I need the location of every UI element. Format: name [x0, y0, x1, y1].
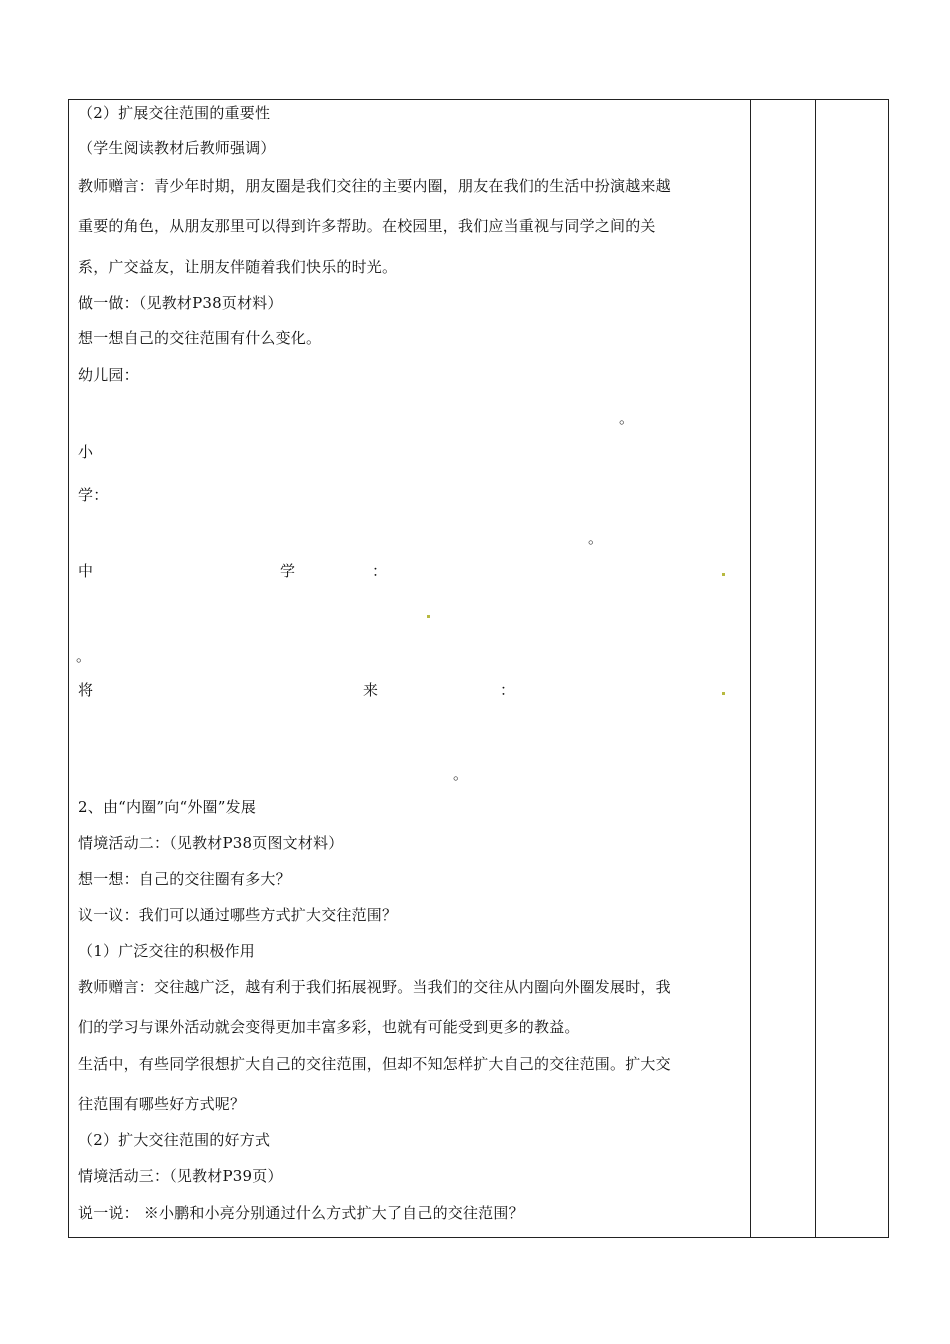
text-line: 议一议：我们可以通过哪些方式扩大交往范围？ [78, 906, 398, 924]
dot-marker [427, 615, 430, 618]
text-line: 小 [78, 443, 94, 461]
text-fragment: 将 [78, 681, 94, 699]
text-line: （1）广泛交往的积极作用 [78, 942, 255, 960]
text-line: 情境活动三：（见教材P39页） [78, 1167, 283, 1185]
text-line: 情境活动二：（见教材P38页图文材料） [78, 834, 344, 852]
text-line: 生活中，有些同学很想扩大自己的交往范围，但却不知怎样扩大自己的交往范围。扩大交 [78, 1055, 671, 1073]
text-line: 教师赠言：交往越广泛，越有利于我们拓展视野。当我们的交往从内圈向外圈发展时，我 [78, 978, 671, 996]
text-line: 重要的角色，从朋友那里可以得到许多帮助。在校园里，我们应当重视与同学之间的关 [78, 217, 656, 235]
dot-marker [722, 692, 725, 695]
text-line: 想一想自己的交往范围有什么变化。 [78, 329, 322, 347]
text-line: 2、由“内圈”向“外圈”发展 [78, 798, 257, 816]
text-line: 们的学习与课外活动就会变得更加丰富多彩，也就有可能受到更多的教益。 [78, 1018, 580, 1036]
text-line: 往范围有哪些好方式呢？ [78, 1095, 246, 1113]
period-mark: 。 [453, 765, 469, 783]
dot-marker [722, 573, 725, 576]
text-fragment: ： [500, 681, 516, 699]
text-line: 教师赠言：青少年时期，朋友圈是我们交往的主要内圈，朋友在我们的生活中扮演越来越 [78, 177, 671, 195]
text-line: （学生阅读教材后教师强调） [78, 139, 276, 157]
period-mark: 。 [76, 647, 92, 665]
text-fragment: 中 [78, 562, 94, 580]
text-fragment: ： [372, 562, 388, 580]
text-line: 想一想：自己的交往圈有多大？ [78, 870, 291, 888]
column-divider-2 [815, 100, 816, 1237]
text-line: 系，广交益友，让朋友伴随着我们快乐的时光。 [78, 258, 398, 276]
text-line: 说一说： ※小鹏和小亮分别通过什么方式扩大了自己的交往范围？ [78, 1204, 524, 1222]
text-fragment: 学 [280, 562, 296, 580]
text-fragment: 来 [363, 681, 379, 699]
text-line: （2）扩大交往范围的好方式 [78, 1131, 271, 1149]
text-line: 幼儿园： [78, 366, 139, 384]
text-line: （2）扩展交往范围的重要性 [78, 104, 271, 122]
text-line: 学： [78, 486, 109, 504]
period-mark: 。 [588, 529, 604, 547]
text-line: 做一做：（见教材P38页材料） [78, 294, 283, 312]
column-divider-1 [750, 100, 751, 1237]
period-mark: 。 [619, 409, 635, 427]
